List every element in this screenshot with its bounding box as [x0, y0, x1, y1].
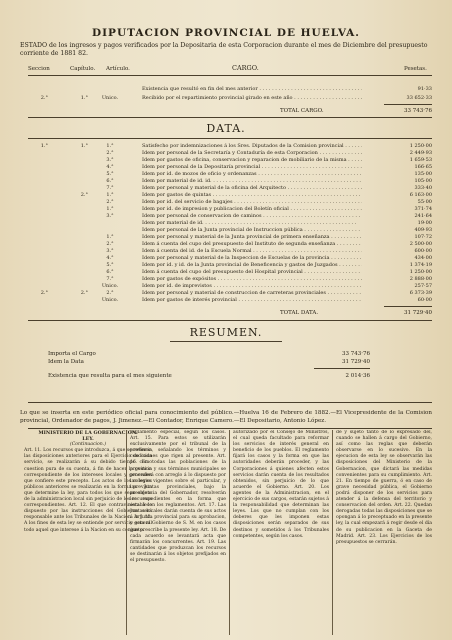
concept-cell: Idem por gastos de oficina, conservacion y reparacion de mobiliario de la misma . . . [142, 157, 362, 164]
continuation-note: (Continuacion.) [69, 442, 107, 448]
articulo-cell: 4.° [106, 164, 114, 170]
table-row [28, 164, 432, 171]
amount-cell: 600·00 [414, 248, 432, 254]
amount-cell: 19·00 [417, 220, 432, 226]
concept-cell: Idem por personal y material de la Junta provincial de primera enseñanza . . . [142, 234, 362, 241]
table-row [28, 241, 432, 248]
articulo-cell: 2.° [106, 290, 114, 296]
total-cargo-row [28, 107, 432, 115]
total-cargo-value: 33 743·76 [404, 108, 432, 114]
table-row [28, 255, 432, 262]
amount-cell: 2 449·93 [409, 150, 432, 156]
amount-cell: 6 163·00 [409, 192, 432, 198]
amount-cell: 434·00 [414, 255, 432, 261]
column-divider [332, 430, 333, 635]
amount-cell: 107·72 [414, 234, 432, 240]
resumen-data-row [48, 358, 432, 366]
articulo-cell: 1.° [106, 192, 114, 198]
columns-top-rule [28, 428, 432, 429]
header-rule [28, 75, 432, 76]
data-rule [28, 138, 432, 139]
total-cargo-label: TOTAL CARGO. [280, 108, 324, 114]
concept-cell: Idem á cuenta del cupo del presupuesto del Instituto de segunda enseñanza . . . [142, 241, 362, 248]
capitulo-cell: 2.° [80, 192, 88, 198]
table-row [28, 150, 432, 157]
articulo-cell: Unico. [101, 283, 119, 289]
amount-cell: 135·00 [414, 171, 432, 177]
table-row [28, 290, 432, 297]
concept-cell: Idem por personal de la Junta provincial de Instruccion pública . . . [142, 227, 362, 234]
article-column-3-text: autorizado por el Consejo de Ministros, el cual queda facultado para reformar los servicios de interés general en beneficio de los pueblos. El reglamento fijará los casos y la forma en que las autoridades deberán proceder, y las Corporaciones á quienes afecten estos servicios darán cuenta de los resultados obtenidos, sin perjuicio de lo que acuerde el Gobierno. Art. 20. Los agentes de la Administracion, en el ejercicio de sus cargos, estarán sujetos á la responsabilidad que determinan las leyes. Los que no cumplan con los deberes que les imponen estas disposiciones serán separados de sus destinos y sometidos á los Tribunales competentes, según los casos. [233, 430, 329, 539]
amount-cell: 409·93 [414, 227, 432, 233]
column-divider [126, 430, 127, 635]
resumen-cargo-label: Importa el Cargo [48, 351, 96, 357]
concept-cell: Idem por personal de la Secretaría y Contaduría de esta Corporacion . . . [142, 150, 362, 157]
articulo-cell: 2.° [106, 150, 114, 156]
amount-cell: 1 659·53 [409, 157, 432, 163]
amount-cell: 6 373·39 [409, 290, 432, 296]
articulo-cell: 4.° [106, 255, 114, 261]
law-heading: LEY. [82, 436, 94, 443]
articulo-cell: 1.° [106, 206, 114, 212]
column-head-seccion: Seccion [28, 66, 50, 72]
section-rule [28, 117, 432, 118]
table-row [28, 269, 432, 276]
table-row [28, 157, 432, 164]
articulo-cell: Unico. [101, 95, 119, 101]
column-divider [229, 430, 230, 635]
ministry-heading: MINISTERIO DE LA GOBERNACION. [38, 430, 138, 436]
concept-cell: Idem por material de id. . . . [142, 220, 362, 227]
articulo-cell: 6.° [106, 269, 114, 275]
seccion-cell: 1.° [40, 143, 48, 149]
table-row [28, 276, 432, 283]
articulo-cell: 5.° [106, 262, 114, 268]
concept-cell: Idem por gastos de interés provincial . . . [142, 297, 362, 304]
table-row [28, 199, 432, 206]
capitulo-cell: 1.° [80, 95, 88, 101]
cargo-sum-rule [384, 104, 432, 105]
publication-notice: Lo que se inserta en este periódico oficial para conocimiento del público.—Huelva 16 de Febrero de 1882.—El Vicepresidente de la Comision provincial, Ordenador de pagos, J. Jimenez.—El Contador, Enrique Camero.—El Depositario, Antonio López. [20, 410, 432, 424]
page-title: DIPUTACION PROVINCIAL DE HUELVA. [92, 27, 360, 39]
amount-cell: 2 500·00 [409, 241, 432, 247]
resumen-rule-top [28, 320, 432, 321]
amount-cell: 2 888·00 [409, 276, 432, 282]
resumen-title: RESUMEN. [189, 326, 263, 339]
articulo-cell: 7.° [106, 185, 114, 191]
seccion-cell: 2.° [40, 290, 48, 296]
resumen-sum-rule [314, 368, 370, 369]
concept-cell: Recibido por el repartimiento provincial girado en este año . . . [142, 95, 362, 102]
concept-cell: Idem por id. de mozos de oficio y ordenanzas . . . [142, 171, 362, 178]
concept-cell: Idem por id. de imprevistos . . . [142, 283, 362, 290]
article-column-2-text: reglamento especial, según los casos. Art. 15. Para estos se utilizarán exclusivamente por el tribunal de la provincia, señalando los términos y condiciones que rigen al presente. Art. 16. En todas las poblaciones de la provincia y sus términos municipales se procederá con arreglo á lo dispuesto por las leyes vigentes sobre el particular, y las Juntas provinciales, bajo la presidencia del Gobernador, resolverán los expedientes en la forma que establecen los reglamentos. Art. 17. Las Juntas locales darán cuenta de sus actos á la Junta provincial para su aprobacion, y esta al Gobierno de S. M. en los casos que prescribe la presente ley. Art. 18. De cada acuerdo se levantará acta que firmarán los concurrentes. Art. 19. Las cantidades que produzcan los recursos se destinarán á los objetos prefijados en el presupuesto. [130, 430, 226, 563]
capitulo-cell: 1.° [80, 143, 88, 149]
amount-cell: 166·65 [414, 164, 432, 170]
resumen-cargo-value: 33 743·76 [342, 351, 370, 357]
table-row [28, 143, 432, 150]
table-row [28, 185, 432, 192]
concept-cell: Idem á cuenta del id. de la Escuela Normal . . . [142, 248, 362, 255]
articulo-cell: 3.° [106, 248, 114, 254]
articulo-cell: 2.° [106, 199, 114, 205]
articulo-cell: 3.° [106, 157, 114, 163]
total-data-row [28, 309, 432, 317]
article-column-4-text: de y sujeto tanto de lo expresado del, cuando se hallen á cargo del Gobierno, así como las reglas que deberán observarse en lo sucesivo. En la ejecucion de esta ley se observarán las disposiciones del Ministerio de la Gobernacion, que dictará las medidas convenientes para su cumplimiento. Art. 21. En tiempo de guerra, ó en caso de grave necesidad pública, el Gobierno podrá disponer de los servicios para atender á la defensa del territorio y conservacion del orden. Art. 22. Quedan derogadas todas las disposiciones que se opongan á lo preceptuado en la presente ley, la cual empezará á regir desde el día de su publicacion en la Gaceta de Madrid. Art. 23. Los Ejercicios de los presupuestos se cerrarán. [336, 430, 432, 545]
concept-cell: Idem por material de id. id. . . . [142, 178, 362, 185]
data-section-title: DATA. [206, 122, 246, 135]
table-row [28, 213, 432, 220]
articulo-cell: 2.° [106, 241, 114, 247]
articulo-cell: 5.° [106, 171, 114, 177]
amount-cell: 371·74 [414, 206, 432, 212]
article-columns [24, 430, 432, 635]
table-row [28, 248, 432, 255]
concept-cell: Satisfecho por indemnizaciones á los Sres. Diputados de la Comision provincial . . . [142, 143, 362, 150]
amount-cell: 241·64 [414, 213, 432, 219]
report-subtitle: ESTADO de los ingresos y pagos verificados por la Depositaria de esta Corporacion durante el mes de Diciembre del presupuesto corriente de 1881 82. [20, 42, 428, 57]
existencia-row [48, 372, 432, 380]
table-row [28, 171, 432, 178]
amount-cell: 1 250·00 [409, 269, 432, 275]
articulo-cell: 7.° [106, 276, 114, 282]
column-head-cargo: CARGO. [232, 64, 259, 72]
amount-cell: 257·57 [414, 283, 432, 289]
capitulo-cell: 2.° [80, 290, 88, 296]
articulo-cell: 6.° [106, 178, 114, 184]
article-column-2 [130, 430, 226, 635]
concept-cell: Idem á cuenta del cupo del presupuesto del Hospital provincial . . . [142, 269, 362, 276]
amount-cell: 1 250·00 [409, 143, 432, 149]
column-head-articulo: Artículo. [106, 66, 130, 72]
concept-cell: Idem por gastos de quintas . . . [142, 192, 362, 199]
data-sum-rule [384, 306, 432, 307]
articulo-cell: Unico. [101, 297, 119, 303]
total-data-label: TOTAL DATA. [280, 310, 319, 316]
concept-cell: Idem por id. y id. de la Junta provincial de Beneficencia y gastos de Juzgados . . . [142, 262, 362, 269]
concept-cell: Idem por gastos de expósitos . . . [142, 276, 362, 283]
amount-cell: 60·00 [417, 297, 432, 303]
articulo-cell: 1.° [106, 234, 114, 240]
concept-cell: Idem por personal y material de la oficina del Arquitecto . . . [142, 185, 362, 192]
concept-cell: Idem por id. del servicio de bagajes . . . [142, 199, 362, 206]
amount-cell: 91·33 [417, 86, 432, 92]
table-row [28, 206, 432, 213]
amount-cell: 333·40 [414, 185, 432, 191]
concept-cell: Idem por personal y material de la Inspeccion de Escuelas de la provincia . . . [142, 255, 362, 262]
notice-rule [28, 402, 432, 403]
amount-cell: 33 652·33 [406, 95, 432, 101]
column-head-pesetas: Pesetas. [404, 66, 427, 72]
article-column-1-text: Art. 11. Los recursos que introduzca, á que se refieren las disposiciones anteriores para el Ejercicio de cada servicio, se realizarán á su debido tiempo como cuestion pura de su cuenta, á fin de hacer la gestion correspondiente de los intereses locales y generales que confiere este precepto. Los actos de los colegios públicos anteriores se realizarán en la forma prevista que determine la ley, para todos los que sean objeto de la administracion local sin perjuicio de los recursos correspondientes. Art. 12. El que contraviniera á lo dispuesto por las instrucciones del Gobierno será responsable ante los Tribunales de la Nacion. Art. 13. A los fines de esta ley se entiende por servicio general todo aquel que interese á la Nacion en su conjunto. [24, 448, 152, 533]
amount-cell: 105·00 [414, 178, 432, 184]
seccion-cell: 2.° [40, 95, 48, 101]
resumen-data-label: Idem la Data [48, 359, 84, 365]
articulo-cell: 3.° [106, 213, 114, 219]
concept-cell: Idem por personal de la Depositaría provincial . . . [142, 164, 362, 171]
concept-cell: Idem por id. de impresion y publicacion del Boletín oficial . . . [142, 206, 362, 213]
amount-cell: 55·00 [417, 199, 432, 205]
table-row [28, 227, 432, 234]
concept-cell: Idem por personal y material de construccion de carreteras provinciales . . . [142, 290, 362, 297]
table-row [28, 234, 432, 241]
table-row [28, 178, 432, 185]
table-row [28, 86, 432, 93]
concept-cell: Idem por personal de conservacion de caminos . . . [142, 213, 362, 220]
table-row [28, 220, 432, 227]
table-row [28, 283, 432, 290]
resumen-data-value: 31 729·40 [342, 359, 370, 365]
resumen-underline [170, 341, 282, 342]
article-column-4 [336, 430, 432, 635]
table-row [28, 297, 432, 304]
table-row [28, 192, 432, 199]
existencia-value: 2 014·36 [345, 373, 370, 379]
resumen-cargo-row [48, 350, 432, 358]
articulo-cell: 1.° [106, 143, 114, 149]
table-row [28, 262, 432, 269]
concept-cell: Existencia que resultó en fin del mes anterior . . . [142, 86, 362, 93]
article-column-3 [233, 430, 329, 635]
column-head-capitulo: Capítulo. [70, 66, 96, 72]
existencia-label: Existencia que resulta para el mes siguiente [48, 373, 172, 379]
table-row [28, 95, 432, 102]
amount-cell: 1 374·19 [409, 262, 432, 268]
total-data-value: 31 729·40 [404, 310, 432, 316]
